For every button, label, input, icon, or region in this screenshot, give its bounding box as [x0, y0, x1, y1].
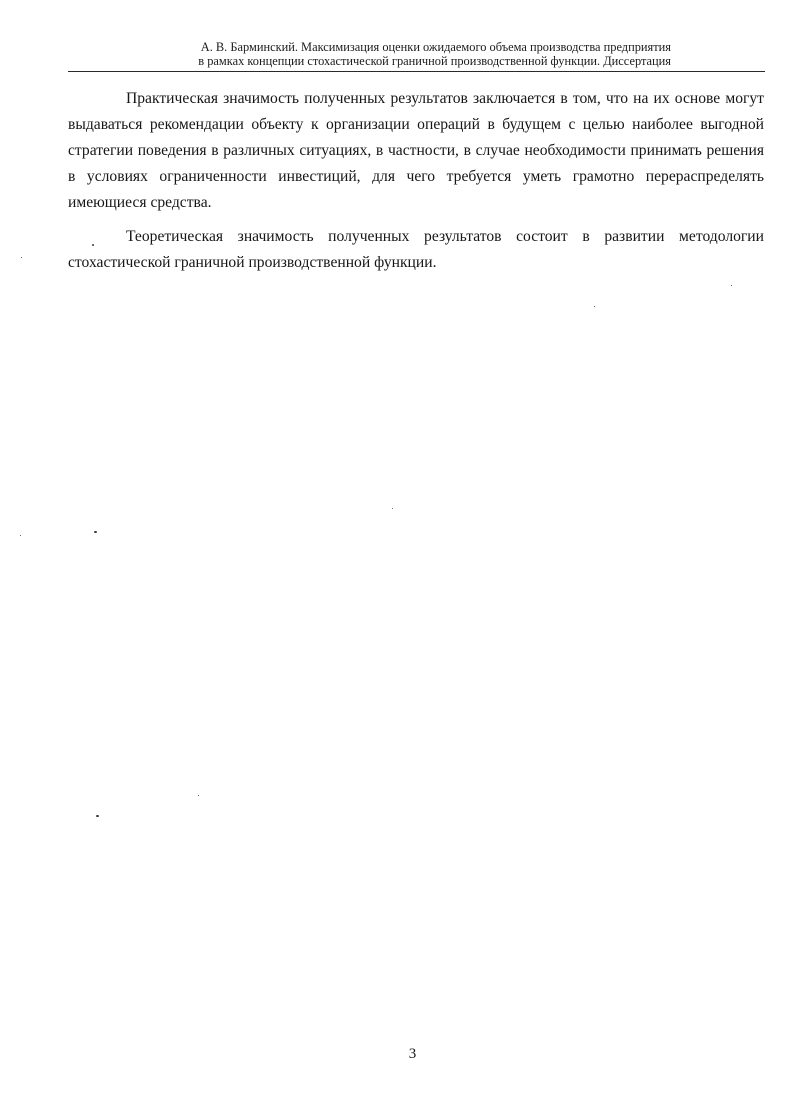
scan-speck: [20, 535, 21, 536]
body-text: [68, 86, 764, 276]
scan-speck: [594, 306, 595, 307]
scan-speck: [96, 815, 99, 817]
scan-speck: [392, 508, 393, 509]
page-number: 3: [408, 1046, 417, 1062]
scan-speck: [94, 531, 97, 533]
scan-speck: [731, 285, 732, 286]
scan-speck: [198, 795, 199, 796]
paragraph-theoretical-significance: Теоретическая значимость полученных результатов состоит в развитии методологии стохастической граничной производственной функции.: [68, 228, 764, 271]
scan-speck: [21, 257, 22, 258]
running-header-line-2: в рамках концепции стохастической граничной производственной функции. Диссертация: [198, 54, 671, 68]
running-header: [70, 40, 765, 68]
paragraph-practical-significance: Практическая значимость полученных результатов заключается в том, что на их основе могут выдаваться рекомендации объекту к организации операций в будущем с целью наиболее выгодной стратегии поведения в различных ситуациях, в частности, в случае необходимости принимать решения в условиях ограниченности инвестиций, для чего требуется уметь грамотно перераспределять имеющиеся средства.: [68, 90, 764, 211]
header-divider: [68, 71, 765, 72]
scan-speck: [92, 244, 94, 246]
running-header-line-1: А. В. Барминский. Максимизация оценки ожидаемого объема производства предприятия: [200, 40, 671, 54]
